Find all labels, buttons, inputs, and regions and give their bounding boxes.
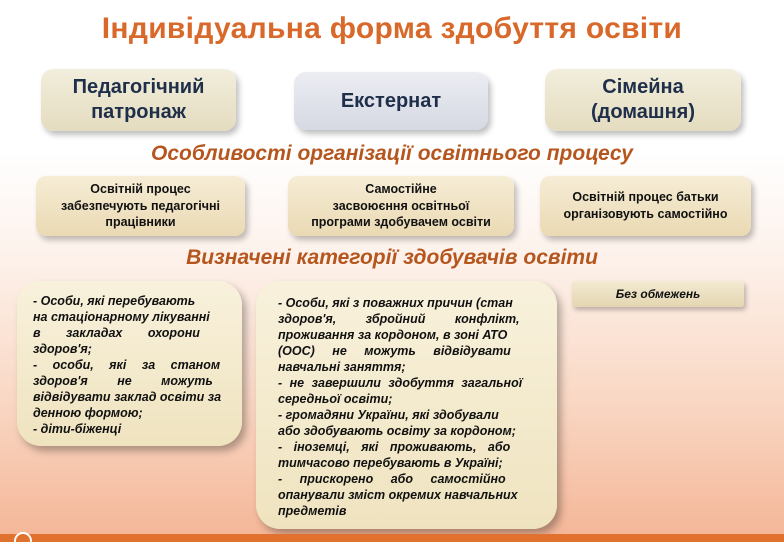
- cat-left-line: здоров'я не можуть: [33, 374, 213, 388]
- feature-family-line2: організовують самостійно: [563, 207, 728, 221]
- cat-left-line: відвідувати заклад освіти за: [33, 390, 222, 404]
- bottom-bar: [0, 534, 784, 542]
- cat-mid-line: навчальні заняття;: [278, 360, 406, 374]
- cat-mid-line: - не завершили здобуття загальної: [278, 376, 523, 390]
- feature-externship-line1: Самостійне: [365, 181, 437, 196]
- feature-externship: [288, 176, 514, 236]
- cat-mid-line: - Особи, які з поважних причин (стан: [278, 296, 513, 310]
- cat-mid-line: здоров'я, збройний конфлікт,: [278, 312, 520, 326]
- form-family-home-line1: Сімейна: [602, 76, 684, 98]
- categories-heading: Визначені категорії здобувачів освіти: [186, 246, 598, 269]
- cat-left-line: в закладах охорони: [33, 326, 200, 340]
- cat-mid-line: - громадяни України, які здобували: [278, 408, 499, 422]
- feature-family-line1: Освітній процес батьки: [572, 190, 719, 205]
- form-family-home-line2: (домашня): [590, 101, 696, 123]
- cat-mid-line: (ООС) не можуть відвідувати: [278, 344, 511, 358]
- cat-mid-line: тимчасово перебувають в Україні;: [278, 456, 503, 470]
- categories-family: Без обмежень: [572, 281, 744, 307]
- cat-mid-line: або здобувають освіту за кордоном;: [278, 424, 516, 438]
- categories-externship: [256, 281, 557, 529]
- cat-left-line: на стаціонарному лікуванні: [33, 310, 210, 324]
- cat-left-line: - особи, які за станом: [33, 358, 221, 372]
- feature-pedagogical-line2: забезпечують педагогічні: [61, 198, 220, 213]
- categories-pedagogical: [17, 281, 242, 446]
- features-heading: Особливості організації освітнього процесу: [150, 142, 633, 165]
- feature-pedagogical-line1: Освітній процес: [90, 181, 191, 196]
- cat-left-line: денною формою;: [33, 406, 143, 420]
- cat-mid-line: середньої освіти;: [278, 392, 393, 406]
- bottom-circle-icon: [14, 532, 32, 550]
- feature-externship-line2: засвоюєння освітньої: [332, 198, 470, 213]
- form-externship: [294, 72, 488, 130]
- cat-mid-line: - прискорено або самостійно: [278, 472, 506, 486]
- feature-family: [540, 176, 751, 236]
- cat-left-line: - діти-біженці: [33, 422, 122, 436]
- form-pedagogical-patronage-line1: Педагогічний: [72, 76, 205, 98]
- form-family-home: [545, 69, 741, 131]
- page-title: Індивідуальна форма здобуття освіти: [101, 12, 683, 45]
- cat-mid-line: - іноземці, які проживають, або: [278, 440, 511, 454]
- cat-left-line: - Особи, які перебувають: [33, 294, 196, 308]
- form-pedagogical-patronage-line2: патронаж: [91, 101, 186, 123]
- cat-mid-line: опанували зміст окремих навчальних: [278, 488, 518, 502]
- cat-left-line: здоров'я;: [33, 342, 92, 356]
- feature-externship-line3: програми здобувачем освіти: [311, 215, 491, 230]
- cat-mid-line: проживання за кордоном, в зоні АТО: [278, 328, 508, 342]
- form-pedagogical-patronage: [41, 69, 236, 131]
- feature-pedagogical: [36, 176, 245, 236]
- feature-pedagogical-line3: працівники: [105, 215, 176, 230]
- form-externship-label: Екстернат: [340, 89, 442, 112]
- cat-mid-line: предметів: [278, 504, 347, 518]
